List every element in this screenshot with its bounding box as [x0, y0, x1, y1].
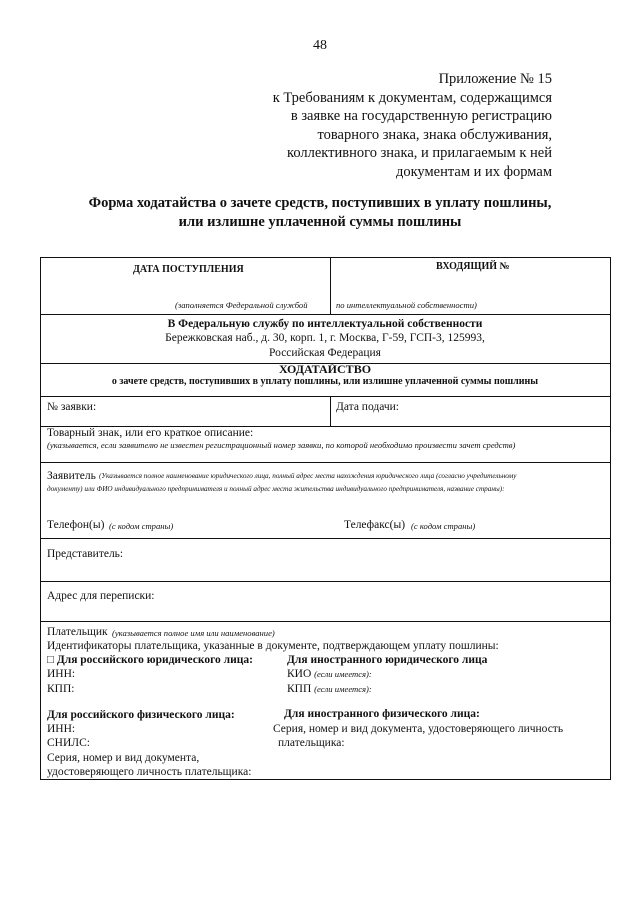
- phone-label: Телефон(ы): [47, 519, 105, 531]
- kpp-foreign-note: (если имеется):: [314, 684, 372, 694]
- row-divider: [41, 314, 610, 315]
- appendix-heading: [222, 70, 552, 181]
- petition-subtitle: о зачете средств, поступивших в уплату пошлины, или излишне уплаченной суммы пошлины: [111, 376, 539, 387]
- checkbox-icon[interactable]: □: [47, 654, 54, 666]
- application-number-label: № заявки:: [47, 401, 97, 413]
- payer-identifiers-label: Идентификаторы плательщика, указанные в документе, подтверждающем уплату пошлины:: [47, 640, 499, 652]
- fax-note: (с кодом страны): [411, 521, 476, 531]
- inn-label: ИНН:: [47, 668, 76, 680]
- filled-by-note-left: (заполняется Федеральной службой: [175, 300, 308, 310]
- ru-individual-label: Для российского физического лица:: [47, 709, 235, 721]
- id-doc-line-2: удостоверяющего личность плательщика:: [47, 766, 252, 778]
- representative-label: Представитель:: [47, 548, 124, 560]
- ru-legal-entity-label: Для российского юридического лица:: [56, 654, 253, 666]
- applicant-note-line-2: документу) или ФИО индивидуального предпринимателя и полный адрес места жительства индивидуального предпринимателя, название страны):: [47, 485, 505, 493]
- row-divider: [41, 462, 610, 463]
- incoming-number-label: ВХОДЯЩИЙ №: [436, 261, 510, 272]
- page-number: 48: [313, 38, 327, 53]
- receipt-date-label: ДАТА ПОСТУПЛЕНИЯ: [133, 264, 244, 275]
- snils-label: СНИЛС:: [47, 737, 90, 749]
- fax-label: Телефакс(ы): [344, 519, 406, 531]
- addressee-line-2: Бережковская наб., д. 30, корп. 1, г. Москва, Г-59, ГСП-3, 125993,: [165, 332, 485, 344]
- kpp-foreign-label: КПП: [287, 683, 312, 695]
- title-line-1: Форма ходатайства о зачете средств, поступивших в уплату пошлины,: [88, 195, 552, 211]
- kio-label: КИО: [287, 668, 312, 680]
- inn-individual-label: ИНН:: [47, 723, 76, 735]
- addressee-line-1: В Федеральную службу по интеллектуальной собственности: [167, 318, 483, 330]
- row-divider: [41, 538, 610, 539]
- kpp-label: КПП:: [47, 683, 75, 695]
- applicant-label: Заявитель: [47, 470, 96, 482]
- column-divider: [330, 258, 331, 314]
- payer-note: (указывается полное имя или наименование): [112, 628, 275, 638]
- appendix-line: в заявке на государственную регистрацию: [290, 108, 552, 124]
- petition-form: [40, 257, 611, 780]
- kpp-foreign-field: [287, 683, 372, 695]
- foreign-legal-entity-label: Для иностранного юридического лица: [287, 654, 488, 666]
- phone-note: (с кодом страны): [109, 521, 174, 531]
- column-divider: [330, 396, 331, 426]
- document-title: [40, 194, 600, 232]
- ru-legal-entity-heading: [47, 654, 253, 666]
- id-doc-line-1: Серия, номер и вид документа,: [47, 752, 200, 764]
- row-divider: [41, 396, 610, 397]
- correspondence-address-label: Адрес для переписки:: [47, 590, 155, 602]
- appendix-line: коллективного знака, и прилагаемым к ней: [287, 145, 552, 161]
- title-line-2: или излишне уплаченной суммы пошлины: [178, 214, 462, 230]
- row-divider: [41, 581, 610, 582]
- trademark-label: Товарный знак, или его краткое описание:: [47, 427, 254, 439]
- foreign-individual-label: Для иностранного физического лица:: [284, 708, 480, 720]
- filled-by-note-right: по интеллектуальной собственности): [336, 300, 477, 310]
- addressee-line-3: Российская Федерация: [269, 347, 381, 359]
- petition-title: ХОДАТАЙСТВО: [278, 362, 372, 376]
- applicant-note-line-1: (Указывается полное наименование юридического лица, полный адрес места нахождения юридического лица (согласно учредительному: [99, 472, 517, 480]
- appendix-line: Приложение № 15: [438, 71, 552, 87]
- payer-label: Плательщик: [47, 626, 108, 638]
- appendix-line: документам и их формам: [395, 163, 552, 180]
- kio-field: [287, 668, 372, 680]
- trademark-note: (указывается, если заявителю не известен регистрационный номер заявки, по которой необходимо произвести зачет средств): [47, 440, 516, 450]
- appendix-line: товарного знака, знака обслуживания,: [317, 126, 552, 143]
- filing-date-label: Дата подачи:: [336, 401, 399, 413]
- foreign-id-doc-line-2: плательщика:: [278, 737, 345, 749]
- row-divider: [41, 621, 610, 622]
- appendix-line: к Требованиям к документам, содержащимся: [272, 89, 552, 106]
- foreign-id-doc-line-1: Серия, номер и вид документа, удостоверяющего личность: [273, 723, 564, 735]
- kio-note: (если имеется):: [314, 669, 372, 679]
